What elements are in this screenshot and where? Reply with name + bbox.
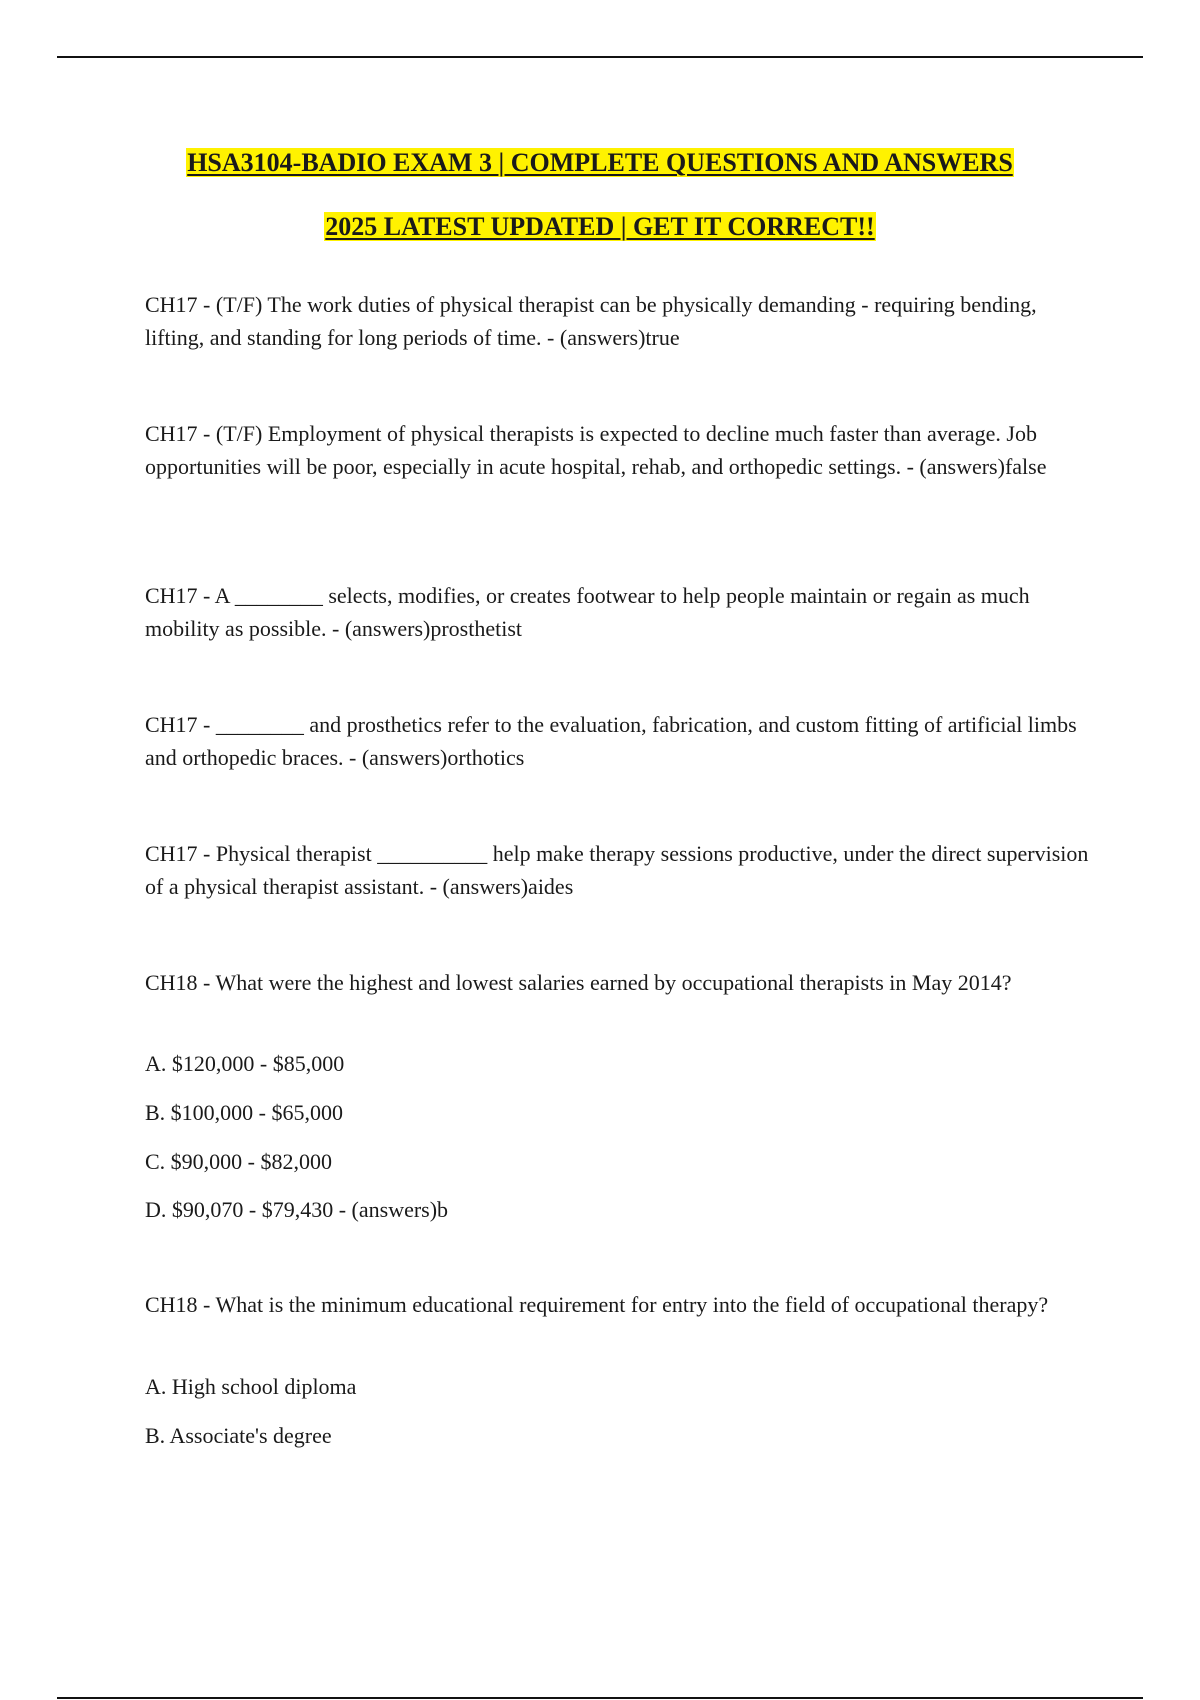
top-divider xyxy=(57,56,1143,58)
question-4: CH17 - ________ and prosthetics refer to the evaluation, fabrication, and custom fitting of artificial limbs and orthopedic braces. - (answers)orthotics xyxy=(145,712,1077,770)
question-6-option-a: A. $120,000 - $85,000 xyxy=(145,1051,345,1076)
question-7-option-b: B. Associate's degree xyxy=(145,1423,332,1448)
question-6-option-b: B. $100,000 - $65,000 xyxy=(145,1100,343,1125)
question-6-option-c: C. $90,000 - $82,000 xyxy=(145,1149,332,1174)
question-5: CH17 - Physical therapist __________ help make therapy sessions productive, under the direct supervision of a physical therapist assistant. - (answers)aides xyxy=(145,841,1089,899)
question-3: CH17 - A ________ selects, modifies, or creates footwear to help people maintain or regain as much mobility as possible. - (answers)prosthetist xyxy=(145,583,1030,641)
question-1: CH17 - (T/F) The work duties of physical therapist can be physically demanding - requiring bending, lifting, and standing for long periods of time. - (answers)true xyxy=(145,292,1037,350)
document-title-line-1 xyxy=(0,147,1200,179)
title-highlight-2: 2025 LATEST UPDATED | GET IT CORRECT!! xyxy=(325,212,875,241)
question-7-option-a: A. High school diploma xyxy=(145,1374,357,1399)
title-highlight-1: HSA3104-BADIO EXAM 3 | COMPLETE QUESTIONS AND ANSWERS xyxy=(187,148,1013,177)
question-6-option-d: D. $90,070 - $79,430 - (answers)b xyxy=(145,1197,449,1222)
question-7: CH18 - What is the minimum educational requirement for entry into the field of occupational therapy? xyxy=(145,1292,1049,1317)
question-2: CH17 - (T/F) Employment of physical therapists is expected to decline much faster than average. Job opportunities will be poor, especially in acute hospital, rehab, and orthopedic settings. - (answers)false xyxy=(145,421,1047,479)
document-title-line-2 xyxy=(0,211,1200,243)
question-6: CH18 - What were the highest and lowest salaries earned by occupational therapists in May 2014? xyxy=(145,970,1012,995)
bottom-divider xyxy=(57,1697,1143,1699)
